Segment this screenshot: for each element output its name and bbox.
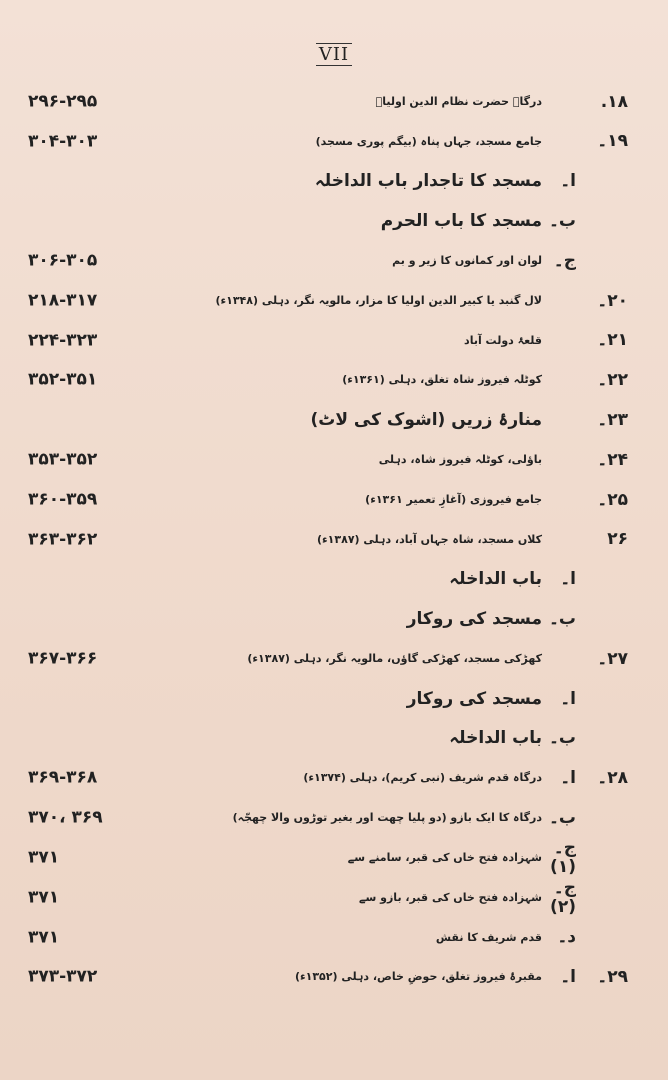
entry-page-range: ۳۷۱ <box>28 847 60 868</box>
toc-entry <box>28 798 628 838</box>
toc-entry <box>28 281 628 321</box>
table-of-contents <box>28 82 628 997</box>
entry-page-range: ۲۹۶-۲۹۵ <box>28 91 98 112</box>
entry-number: ۲۵۔ <box>597 489 628 510</box>
entry-title: کوٹلہ فیروز شاہ تغلق، دہلی (۱۳۶۱ء) <box>342 373 542 387</box>
toc-entry <box>28 520 628 560</box>
entry-number: ۲۱۔ <box>597 330 628 351</box>
entry-title: مسجد کی روکار <box>406 688 542 709</box>
toc-entry <box>28 162 628 202</box>
entry-page-range: ۳۷۳-۳۷۲ <box>28 967 98 988</box>
toc-entry <box>28 679 628 719</box>
toc-entry <box>28 639 628 679</box>
toc-entry <box>28 599 628 639</box>
entry-number: ۲۹۔ <box>597 967 628 988</box>
entry-page-range: ۳۵۲-۳۵۱ <box>28 370 98 391</box>
entry-sub-label: ا۔ <box>560 768 576 789</box>
entry-title: شہزادہ فتح خاں کی قبر، سامنے سے <box>347 850 542 864</box>
entry-title: درگاہ حضرت نظام الدین اولیاؒ <box>375 94 542 108</box>
entry-page-range: ۳۶۷-۳۶۶ <box>28 648 98 669</box>
toc-entry <box>28 440 628 480</box>
entry-sub-label: ب۔ <box>548 728 576 749</box>
entry-sub-label: د۔ <box>557 927 576 948</box>
entry-title: باؤلی، کوٹلہ فیروز شاہ، دہلی <box>378 453 542 467</box>
entry-sub-label: ب۔ <box>548 608 576 629</box>
entry-title: درگاہ قدم شریف (نبی کریم)، دہلی (۱۳۷۴ء) <box>303 771 542 785</box>
entry-title: قدم شریف کا نقش <box>435 930 542 944</box>
entry-number: ۲۶ <box>607 529 628 550</box>
toc-entry <box>28 241 628 281</box>
entry-page-range: ۲۱۸-۳۱۷ <box>28 290 98 311</box>
entry-page-range: ۳۷۱ <box>28 887 60 908</box>
entry-sub-label: ا۔ <box>560 171 576 192</box>
toc-entry <box>28 82 628 122</box>
entry-sub-label: ا۔ <box>560 967 576 988</box>
entry-title: باب الداخلہ <box>449 728 542 749</box>
entry-title: درگاہ کا ایک بازو (دو پلیا چھت اور بغیر توڑوں والا چھجّہ) <box>232 811 542 825</box>
entry-sub-label: ج۔ (۲) <box>550 878 576 917</box>
entry-sub-label: ا۔ <box>560 688 576 709</box>
toc-entry <box>28 878 628 918</box>
toc-entry <box>28 321 628 361</box>
entry-page-range: ۳۰۴-۳۰۳ <box>28 131 98 152</box>
entry-page-range: ۲۲۴-۳۲۳ <box>28 330 98 351</box>
entry-page-range: ۳۰۶-۳۰۵ <box>28 250 98 271</box>
entry-sub-label: ب۔ <box>548 807 576 828</box>
toc-entry <box>28 122 628 162</box>
toc-entry <box>28 759 628 799</box>
entry-number: ۲۷۔ <box>597 648 628 669</box>
entry-title: لوان اور کمانوں کا زیر و بم <box>392 254 542 268</box>
entry-number: ۲۲۔ <box>597 370 628 391</box>
entry-title: منارۂ زریں (اشوک کی لاٹ) <box>310 409 542 430</box>
entry-title: لال گنبد یا کبیر الدین اولیا کا مزار، مالویہ نگر، دہلی (۱۳۴۸ء) <box>215 293 542 307</box>
toc-entry <box>28 201 628 241</box>
entry-sub-label: ج۔ <box>553 250 576 271</box>
entry-number: ۲۸۔ <box>597 768 628 789</box>
entry-number: ۲۳۔ <box>597 409 628 430</box>
toc-entry <box>28 918 628 958</box>
entry-title: کھڑکی مسجد، کھڑکی گاؤں، مالویہ نگر، دہلی (۱۳۸۷ء) <box>247 652 542 665</box>
entry-title: مسجد کا تاجدار باب الداخلہ <box>314 171 542 192</box>
entry-page-range: ۳۶۳-۳۶۲ <box>28 529 98 550</box>
toc-entry <box>28 400 628 440</box>
entry-title: باب الداخلہ <box>449 569 542 590</box>
entry-number: ۱۹۔ <box>597 131 628 152</box>
entry-sub-label: ب۔ <box>548 210 576 231</box>
toc-entry <box>28 958 628 998</box>
entry-number: ۲۰۔ <box>597 290 628 311</box>
entry-page-range: ۳۶۹-۳۶۸ <box>28 768 98 789</box>
entry-sub-label: ا۔ <box>560 569 576 590</box>
toc-entry <box>28 838 628 878</box>
entry-number: ۲۴۔ <box>597 449 628 470</box>
entry-page-range: ۳۷۱ <box>28 927 60 948</box>
entry-title: قلعۂ دولت آباد <box>464 333 542 347</box>
toc-entry <box>28 361 628 401</box>
entry-number: ۱۸. <box>600 91 628 112</box>
entry-title: مسجد کی روکار <box>406 608 542 629</box>
entry-page-range: ۳۶۰-۳۵۹ <box>28 489 98 510</box>
entry-sub-label: ج۔ (۱) <box>550 838 576 878</box>
entry-title: جامع فیروزی (آغازِ تعمیر ۱۳۶۱ء) <box>365 492 542 506</box>
entry-title: مسجد کا باب الحرم <box>380 210 542 231</box>
entry-title: مقبرۂ فیروز تغلق، حوضِ خاص، دہلی (۱۳۵۲ء) <box>294 970 542 984</box>
toc-entry <box>28 719 628 759</box>
entry-title: کلاں مسجد، شاہ جہاں آباد، دہلی (۱۳۸۷ء) <box>317 532 542 546</box>
entry-page-range: ۳۷۰، ۳۶۹ <box>28 807 103 828</box>
toc-entry <box>28 560 628 600</box>
entry-title: جامع مسجد، جہاں پناہ (بیگم پوری مسجد) <box>315 134 542 148</box>
entry-page-range: ۳۵۳-۳۵۲ <box>28 449 98 470</box>
toc-entry <box>28 480 628 520</box>
page-number: VII <box>0 44 668 65</box>
entry-title: شہزادہ فتح خاں کی قبر، بازو سے <box>359 890 542 904</box>
